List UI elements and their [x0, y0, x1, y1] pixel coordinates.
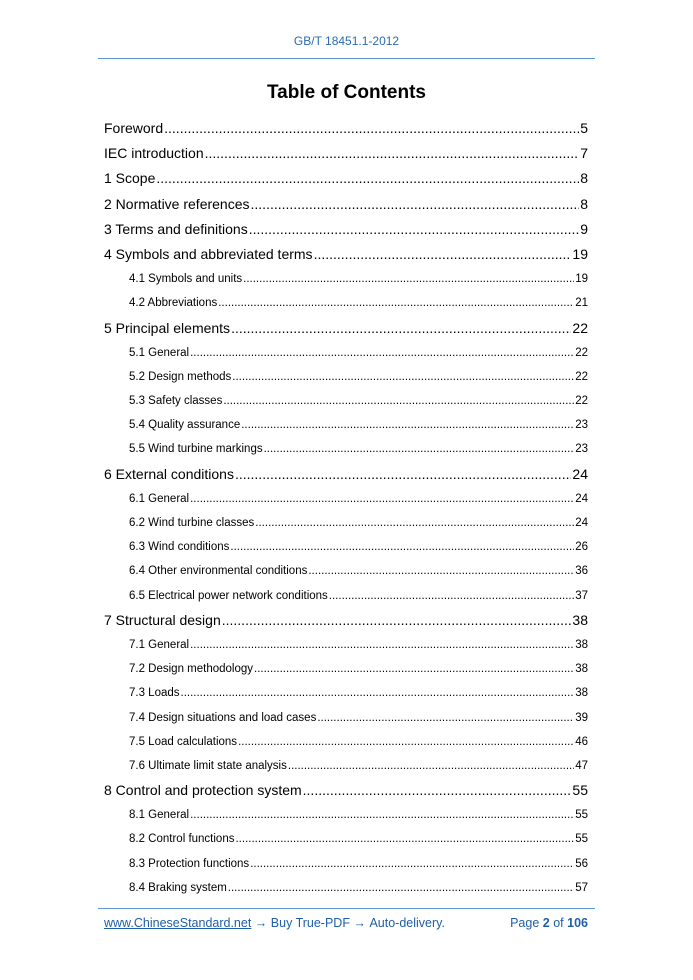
document-header — [0, 34, 693, 48]
toc-entry[interactable] — [104, 827, 588, 851]
toc-dot-leader — [190, 633, 574, 657]
toc-entry[interactable] — [104, 876, 588, 900]
toc-entry[interactable] — [104, 559, 588, 583]
toc-entry[interactable] — [104, 316, 588, 341]
toc-entry-page: 38 — [572, 611, 588, 628]
toc-entry-title: 8.1 General — [129, 809, 190, 822]
toc-entry[interactable] — [104, 462, 588, 487]
toc-entry-title: 5.2 Design methods — [129, 370, 232, 383]
toc-entry-title: 8 Control and protection system — [104, 782, 302, 799]
toc-entry-title: 6 External conditions — [104, 465, 234, 482]
toc-entry-page: 37 — [575, 589, 588, 602]
toc-entry[interactable] — [104, 778, 588, 803]
toc-entry[interactable] — [104, 437, 588, 461]
toc-entry-page: 26 — [575, 541, 588, 554]
toc-dot-leader — [231, 316, 571, 341]
toc-entry-title: 4.1 Symbols and units — [129, 273, 243, 286]
toc-entry[interactable] — [104, 341, 588, 365]
toc-entry-title: 3 Terms and definitions — [104, 220, 248, 237]
toc-entry-page: 24 — [575, 492, 588, 505]
toc-dot-leader — [222, 608, 572, 633]
toc-entry[interactable] — [104, 291, 588, 315]
toc-entry[interactable] — [104, 116, 588, 141]
toc-entry[interactable] — [104, 242, 588, 267]
toc-entry-page: 24 — [575, 517, 588, 529]
toc-dot-leader — [250, 852, 574, 876]
toc-entry-page: 8 — [580, 195, 588, 212]
toc-entry-page: 24 — [572, 465, 588, 482]
toc-entry-title: Foreword — [104, 120, 164, 136]
toc-entry-page: 47 — [575, 759, 588, 772]
toc-entry-title: 4.2 Abbreviations — [129, 297, 218, 310]
toc-entry[interactable] — [104, 706, 588, 730]
toc-entry-page: 38 — [575, 638, 588, 651]
toc-entry-page: 57 — [575, 881, 588, 894]
toc-entry-title: 1 Scope — [104, 170, 156, 187]
toc-entry-page: 56 — [575, 857, 588, 870]
site-link[interactable]: www.ChineseStandard.net — [104, 916, 252, 930]
footer-divider — [98, 908, 595, 909]
toc-dot-leader — [238, 730, 574, 754]
toc-dot-leader — [228, 876, 574, 900]
page-total: 106 — [567, 916, 588, 930]
auto-delivery-text: Auto-delivery. — [369, 916, 445, 930]
toc-entry[interactable] — [104, 166, 588, 191]
toc-entry-title: 4 Symbols and abbreviated terms — [104, 245, 313, 262]
toc-entry[interactable] — [104, 141, 588, 166]
toc-dot-leader — [230, 535, 574, 559]
toc-entry-title: 7.4 Design situations and load cases — [129, 711, 317, 724]
table-of-contents — [104, 116, 588, 900]
toc-dot-leader — [232, 365, 574, 389]
toc-entry-title: 7.3 Loads — [129, 687, 180, 700]
toc-dot-leader — [235, 462, 571, 487]
document-footer — [104, 916, 588, 930]
page-current: 2 — [542, 916, 550, 930]
toc-dot-leader — [241, 413, 574, 437]
toc-dot-leader — [223, 389, 574, 413]
toc-dot-leader — [251, 192, 580, 217]
toc-entry-title: 7.5 Load calculations — [129, 735, 238, 748]
toc-entry[interactable] — [104, 730, 588, 754]
toc-entry-title: 5.1 General — [129, 346, 190, 359]
toc-entry[interactable] — [104, 657, 588, 681]
toc-entry-page: 46 — [575, 735, 588, 748]
toc-entry[interactable] — [104, 803, 588, 827]
toc-entry-title: 7.2 Design methodology — [129, 663, 254, 676]
standard-code: GB/T 18451.1-2012 — [293, 34, 400, 48]
toc-entry[interactable] — [104, 535, 588, 559]
buy-pdf-text: Buy True-PDF — [270, 916, 350, 930]
toc-entry-page: 38 — [575, 687, 588, 700]
toc-dot-leader — [190, 803, 574, 827]
toc-entry-page: 22 — [575, 395, 588, 408]
toc-entry-title: 7 Structural design — [104, 611, 221, 628]
toc-entry-page: 22 — [572, 319, 588, 336]
toc-entry-page: 19 — [572, 245, 588, 262]
toc-entry-title: 5 Principal elements — [104, 319, 231, 336]
toc-dot-leader — [314, 242, 572, 267]
toc-entry-title: 5.5 Wind turbine markings — [129, 443, 263, 456]
toc-dot-leader — [329, 584, 574, 608]
toc-entry-page: 38 — [575, 663, 588, 676]
toc-dot-leader — [255, 511, 574, 535]
toc-entry-page: 22 — [575, 346, 588, 359]
header-divider — [98, 58, 595, 59]
toc-entry-page: 9 — [580, 220, 588, 237]
toc-dot-leader — [205, 141, 580, 166]
toc-dot-leader — [181, 681, 575, 705]
toc-entry-title: 7.6 Ultimate limit state analysis — [129, 759, 287, 772]
toc-entry[interactable] — [104, 584, 588, 608]
page-of: of — [553, 916, 564, 930]
toc-entry-title: 5.3 Safety classes — [129, 395, 223, 408]
toc-dot-leader — [218, 291, 574, 315]
toc-entry-title: 8.2 Control functions — [129, 833, 235, 846]
toc-entry[interactable] — [104, 217, 588, 242]
toc-entry-page: 8 — [580, 170, 588, 187]
toc-dot-leader — [243, 267, 574, 291]
toc-entry-page: 23 — [575, 443, 588, 456]
toc-dot-leader — [254, 657, 574, 681]
arrow-right-icon: → — [254, 916, 268, 930]
toc-entry-title: 6.1 General — [129, 492, 190, 505]
toc-entry-title: 8.3 Protection functions — [129, 857, 250, 870]
toc-entry-title: 6.2 Wind turbine classes — [129, 517, 255, 529]
toc-entry-title: 5.4 Quality assurance — [129, 419, 241, 432]
toc-entry[interactable] — [104, 608, 588, 633]
toc-entry[interactable] — [104, 852, 588, 876]
toc-entry[interactable] — [104, 487, 588, 511]
page-label: Page — [510, 916, 540, 930]
toc-dot-leader — [235, 827, 574, 851]
toc-dot-leader — [317, 706, 574, 730]
toc-entry[interactable] — [104, 413, 588, 437]
toc-entry-page: 36 — [575, 565, 588, 578]
toc-entry-title: 6.4 Other environmental conditions — [129, 565, 308, 578]
toc-dot-leader — [164, 116, 579, 141]
toc-dot-leader — [264, 437, 575, 461]
toc-dot-leader — [190, 487, 574, 511]
toc-entry[interactable] — [104, 389, 588, 413]
arrow-right-icon: → — [353, 916, 366, 930]
toc-entry-title: 6.3 Wind conditions — [129, 541, 230, 554]
toc-entry[interactable] — [104, 754, 588, 778]
toc-entry-page: 5 — [580, 120, 588, 136]
toc-entry-page: 21 — [575, 297, 588, 310]
toc-entry[interactable] — [104, 681, 588, 705]
toc-entry-page: 55 — [575, 809, 588, 822]
toc-dot-leader — [249, 217, 579, 242]
toc-entry-page: 39 — [575, 711, 588, 724]
toc-entry[interactable] — [104, 511, 588, 535]
toc-entry-title: 8.4 Braking system — [129, 881, 227, 894]
toc-dot-leader — [308, 559, 574, 583]
toc-entry-title: 2 Normative references — [104, 195, 250, 212]
toc-entry[interactable] — [104, 365, 588, 389]
toc-entry-page: 23 — [575, 419, 588, 432]
toc-entry-page: 19 — [575, 273, 588, 286]
toc-entry-page: 55 — [572, 782, 588, 799]
page-title: Table of Contents — [266, 82, 427, 103]
toc-entry-page: 22 — [575, 370, 588, 383]
toc-entry[interactable] — [104, 192, 588, 217]
toc-entry-page: 55 — [575, 833, 588, 846]
toc-dot-leader — [303, 778, 572, 803]
toc-entry-page: 7 — [580, 145, 588, 162]
toc-entry-title: 6.5 Electrical power network conditions — [129, 589, 328, 602]
toc-dot-leader — [288, 754, 574, 778]
toc-entry[interactable] — [104, 267, 588, 291]
toc-dot-leader — [156, 166, 579, 191]
toc-dot-leader — [190, 341, 574, 365]
toc-entry[interactable] — [104, 633, 588, 657]
toc-entry-title: 7.1 General — [129, 638, 190, 651]
toc-entry-title: IEC introduction — [104, 145, 204, 162]
